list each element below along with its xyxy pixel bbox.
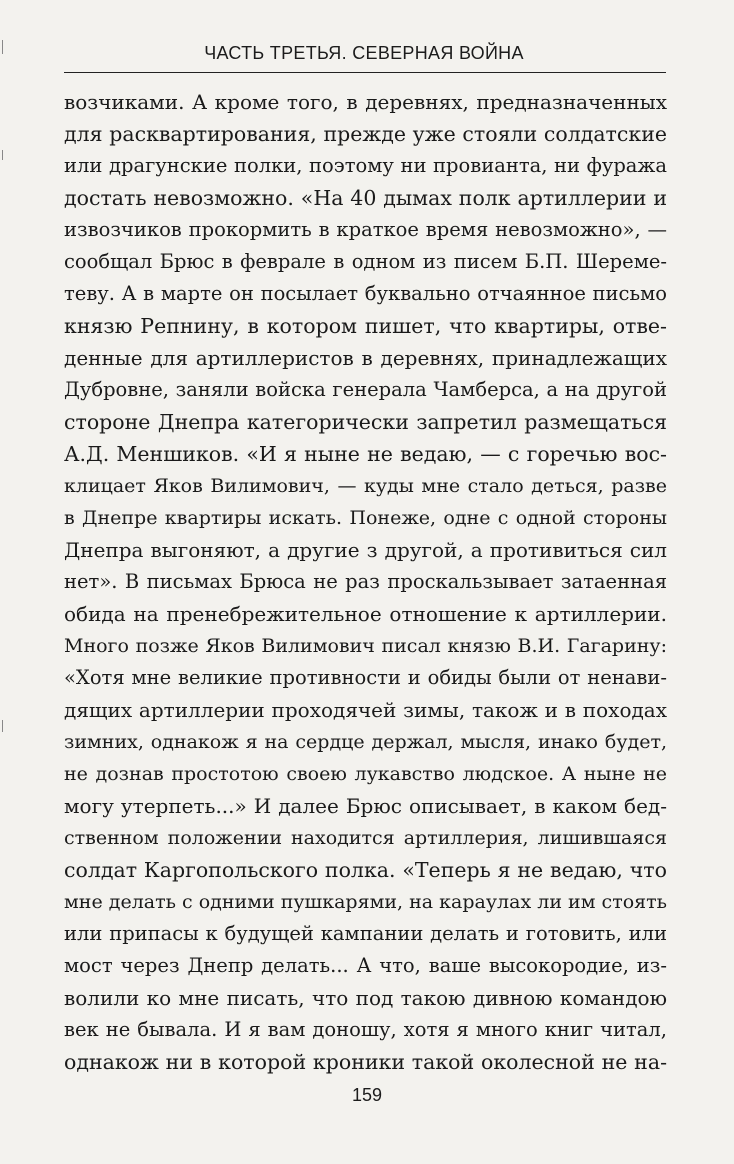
text-line: или драгунские полки, поэтому ни провианта, ни фуража <box>64 154 667 177</box>
text-line: возчиками. А кроме того, в деревнях, предназначенных <box>64 90 667 114</box>
text-line: не дознав простотою своею лукавство людское. А ныне не <box>64 763 667 785</box>
text-line: извозчиков прокормить в краткое время невозможно», — <box>64 218 667 241</box>
text-line: стороне Днепра категорически запретил размещаться <box>64 410 667 434</box>
text-line: для расквартирования, прежде уже стояли солдатские <box>64 122 667 146</box>
body-text <box>64 86 667 1078</box>
scan-edge-mark <box>2 40 3 54</box>
text-line: в Днепре квартиры искать. Понеже, одне с одной стороны <box>64 507 667 529</box>
running-head: ЧАСТЬ ТРЕТЬЯ. СЕВЕРНАЯ ВОЙНА <box>204 43 524 63</box>
text-line: князю Репнину, в котором пишет, что квартиры, отве- <box>64 314 667 338</box>
text-line: мост через Днепр делать... А что, ваше высокородие, из- <box>64 954 667 977</box>
text-line: денные для артиллеристов в деревнях, принадлежащих <box>64 346 667 370</box>
text-line: Днепра выгоняют, а другие з другой, а противиться сил <box>64 538 667 562</box>
text-line: клицает Яков Вилимович, — куды мне стало деться, разве <box>64 475 667 497</box>
text-line: дящих артиллерии проходячей зимы, також и в походах <box>64 698 667 722</box>
text-line: Много позже Яков Вилимович писал князю В.И. Гагарину: <box>64 635 667 657</box>
text-line: или припасы к будущей кампании делать и готовить, или <box>64 922 667 945</box>
scan-edge-mark <box>2 150 3 160</box>
text-line: нет». В письмах Брюса не раз проскальзывает затаенная <box>64 570 667 593</box>
text-line: солдат Каргопольского полка. «Теперь я не ведаю, что <box>64 858 667 882</box>
text-line: ственном положении находится артиллерия, лишившаяся <box>64 827 667 849</box>
text-line: теву. А в марте он посылает буквально отчаянное письмо <box>64 282 667 305</box>
text-line: сообщал Брюс в феврале в одном из писем Б.П. Шереме- <box>64 250 667 273</box>
text-line: однакож ни в которой кроники такой околесной не на- <box>64 1050 667 1074</box>
scan-edge-mark <box>2 720 3 732</box>
text-line: Дубровне, заняли войска генерала Чамберса, а на другой <box>64 378 667 401</box>
text-line: могу утерпеть...» И далее Брюс описывает, в каком бед- <box>64 794 667 818</box>
text-line: мне делать с одними пушкарями, на караулах ли им стоять <box>64 891 667 913</box>
text-line: волили ко мне писать, что под такою дивною командою <box>64 986 667 1010</box>
page-number: 159 <box>351 1085 383 1105</box>
header-rule <box>64 72 666 73</box>
text-line: достать невозможно. «На 40 дымах полк артиллерии и <box>64 186 667 210</box>
text-line: обида на пренебрежительное отношение к артиллерии. <box>64 602 667 626</box>
text-line: «Хотя мне великие противности и обиды были от ненави- <box>64 666 667 689</box>
text-line: А.Д. Меншиков. «И я ныне не ведаю, — с горечью вос- <box>64 442 667 466</box>
text-line: зимних, однакож я на сердце держал, мысля, инако будет, <box>64 731 667 753</box>
text-line: век не бывала. И я вам доношу, хотя я много книг читал, <box>64 1018 667 1041</box>
